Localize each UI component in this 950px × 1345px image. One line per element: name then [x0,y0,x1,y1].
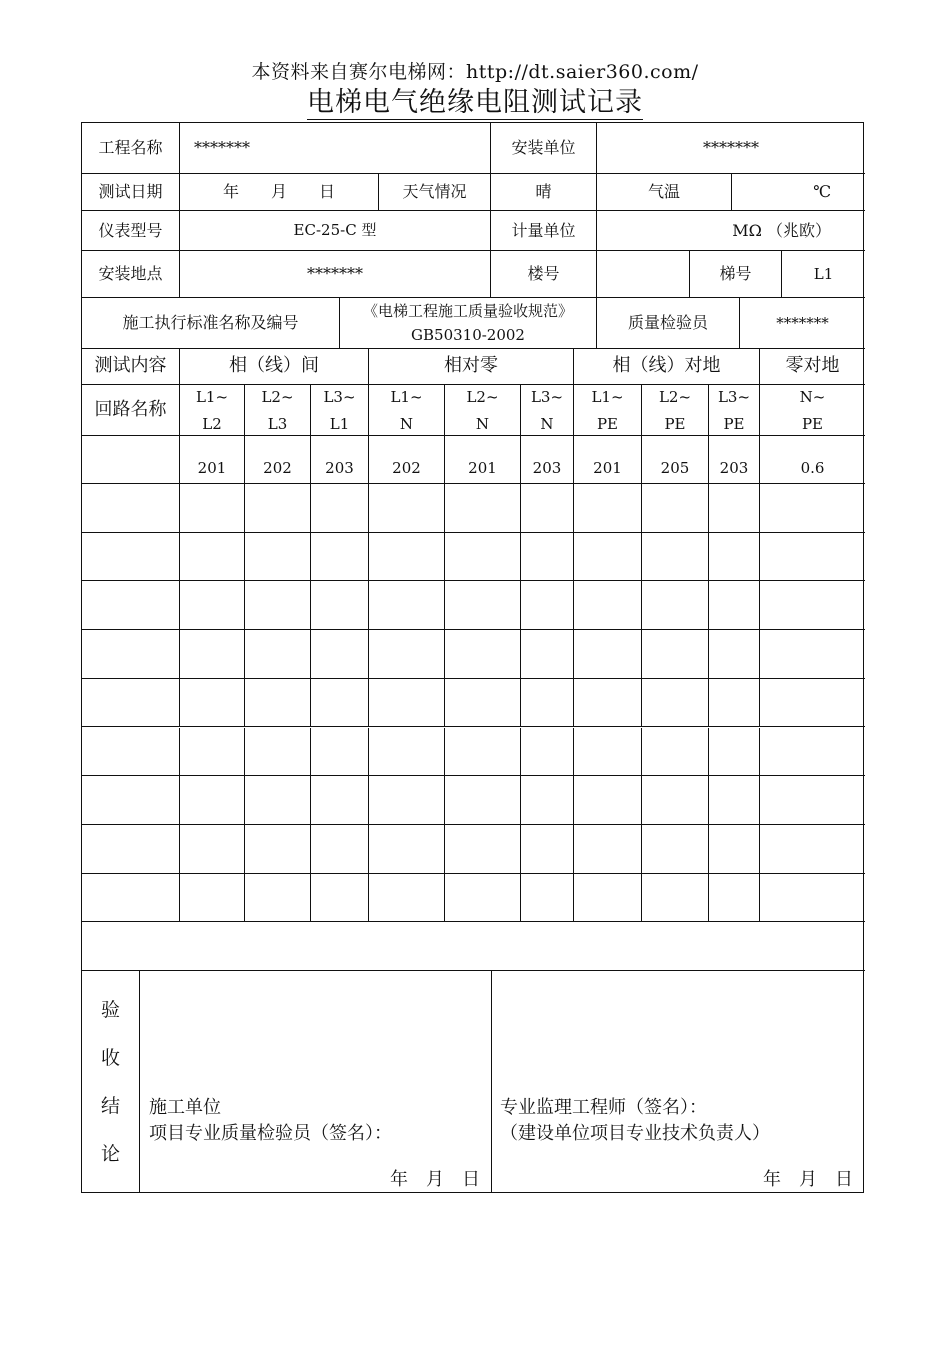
blank-value-cell[interactable] [180,581,245,630]
blank-value-cell[interactable] [709,825,760,874]
blank-value-cell[interactable] [760,728,865,777]
circuit-to: PE [723,415,745,433]
blank-value-cell[interactable] [311,484,369,533]
blank-value-cell[interactable] [245,484,311,533]
circuit-from: L3~ [717,388,751,406]
blank-value-cell[interactable] [369,874,445,923]
standard-label: 施工执行标准名称及编号 [82,298,340,349]
resistance-value[interactable]: 205 [642,436,709,484]
inspector-value[interactable]: ******* [740,298,865,349]
resistance-value[interactable]: 201 [574,436,642,484]
group-phase-to-neutral: 相对零 [369,349,574,385]
circuit-to: N [540,415,554,433]
test-date-label: 测试日期 [82,174,180,211]
blank-value-cell[interactable] [521,825,574,874]
blank-value-cell[interactable] [709,679,760,728]
blank-value-cell[interactable] [521,679,574,728]
blank-value-cell[interactable] [642,581,709,630]
contractor-inspector-label: 项目专业质量检验员（签名）： [149,1123,392,1144]
blank-value-cell[interactable] [521,484,574,533]
blank-value-cell[interactable] [709,630,760,679]
resistance-value[interactable]: 0.6 [760,436,865,484]
circuit-header [369,385,445,436]
blank-value-cell[interactable] [574,679,642,728]
blank-value-cell[interactable] [574,728,642,777]
blank-value-cell[interactable] [642,533,709,582]
blank-value-cell[interactable] [521,728,574,777]
resistance-value[interactable]: 202 [245,436,311,484]
blank-value-cell[interactable] [180,630,245,679]
acceptance-char: 验 [100,998,120,1021]
blank-value-cell[interactable] [369,825,445,874]
blank-value-cell[interactable] [369,776,445,825]
test-content-label: 测试内容 [82,349,180,385]
blank-value-cell[interactable] [445,776,521,825]
blank-value-cell[interactable] [642,679,709,728]
blank-value-cell[interactable] [245,630,311,679]
blank-row-label [82,874,180,923]
blank-row-label [82,679,180,728]
circuit-from: L1~ [195,388,229,406]
blank-value-cell[interactable] [311,728,369,777]
blank-value-cell[interactable] [709,533,760,582]
circuit-from: L2~ [658,388,692,406]
blank-value-cell[interactable] [245,679,311,728]
blank-value-cell[interactable] [445,581,521,630]
resistance-value[interactable]: 203 [311,436,369,484]
blank-value-cell[interactable] [760,679,865,728]
project-name-label: 工程名称 [82,123,180,174]
blank-value-cell[interactable] [445,533,521,582]
blank-value-cell[interactable] [574,484,642,533]
blank-value-cell[interactable] [709,484,760,533]
group-phase-to-phase: 相（线）间 [180,349,369,385]
blank-value-cell[interactable] [760,630,865,679]
circuit-header [445,385,521,436]
blank-value-cell[interactable] [574,581,642,630]
blank-value-cell[interactable] [574,533,642,582]
value-row-label [82,436,180,484]
circuit-to: PE [596,415,619,433]
blank-value-cell[interactable] [760,874,865,923]
circuit-header [180,385,245,436]
blank-row-label [82,728,180,777]
blank-value-cell[interactable] [369,630,445,679]
blank-value-cell[interactable] [521,533,574,582]
blank-value-cell[interactable] [180,484,245,533]
temperature-label: 气温 [597,174,732,211]
blank-value-cell[interactable] [445,484,521,533]
blank-value-cell[interactable] [760,825,865,874]
blank-value-cell[interactable] [311,679,369,728]
blank-row-label [82,581,180,630]
supervisor-sign-area[interactable] [492,971,865,1192]
acceptance-char: 收 [100,1046,120,1069]
blank-row-label [82,825,180,874]
blank-value-cell[interactable] [760,776,865,825]
blank-value-cell[interactable] [642,776,709,825]
circuit-to: L2 [202,415,222,433]
blank-value-cell[interactable] [180,825,245,874]
standard-value[interactable] [340,298,597,349]
blank-value-cell[interactable] [245,874,311,923]
blank-value-cell[interactable] [245,533,311,582]
circuit-to: L3 [267,415,288,433]
blank-value-cell[interactable] [180,679,245,728]
contractor-unit-label: 施工单位 [149,1097,221,1118]
elevator-no-value[interactable]: L1 [782,251,865,298]
instrument-label: 仪表型号 [82,211,180,251]
contractor-sign-text [149,1095,392,1147]
blank-value-cell[interactable] [311,630,369,679]
building-no-value[interactable] [597,251,690,298]
group-phase-to-ground: 相（线）对地 [574,349,760,385]
blank-value-cell[interactable] [180,874,245,923]
building-no-label: 楼号 [491,251,597,298]
blank-value-cell[interactable] [311,874,369,923]
blank-value-cell[interactable] [369,728,445,777]
blank-value-cell[interactable] [180,533,245,582]
circuit-to: N [399,415,414,433]
record-form [81,122,864,1193]
weather-label: 天气情况 [379,174,491,211]
blank-value-cell[interactable] [311,533,369,582]
contractor-sign-date: 年 月 日 [390,1169,480,1190]
blank-value-cell[interactable] [760,484,865,533]
blank-value-cell[interactable] [642,484,709,533]
measure-unit-label: 计量单位 [491,211,597,251]
circuit-from: L1~ [390,388,423,406]
temperature-value[interactable]: ℃ [732,174,865,211]
blank-value-cell[interactable] [369,679,445,728]
weather-value[interactable]: 晴 [491,174,597,211]
blank-value-cell[interactable] [180,728,245,777]
circuit-from: L2~ [466,388,499,406]
circuit-to: PE [801,415,824,433]
group-neutral-to-ground: 零对地 [760,349,865,385]
blank-value-cell[interactable] [642,874,709,923]
circuit-header [574,385,642,436]
blank-value-cell[interactable] [445,874,521,923]
circuit-header [642,385,709,436]
blank-value-cell[interactable] [521,581,574,630]
circuit-header [760,385,865,436]
blank-value-cell[interactable] [311,776,369,825]
blank-value-cell[interactable] [574,776,642,825]
blank-value-cell[interactable] [709,581,760,630]
blank-value-cell[interactable] [760,581,865,630]
title-text: 电梯电气绝缘电阻测试记录 [307,87,643,118]
blank-value-cell[interactable] [574,630,642,679]
inspector-label: 质量检验员 [597,298,740,349]
supervisor-sign-text [500,1095,770,1147]
resistance-value[interactable]: 203 [521,436,574,484]
instrument-value[interactable]: EC-25-C 型 [180,211,491,251]
blank-value-cell[interactable] [245,776,311,825]
blank-value-cell[interactable] [369,484,445,533]
blank-value-cell[interactable] [445,825,521,874]
supervisor-label: 专业监理工程师（签名）： [500,1097,707,1118]
blank-value-cell[interactable] [521,776,574,825]
source-line: 本资料来自赛尔电梯网：http://dt.saier360.com/ [251,61,699,83]
circuit-header [709,385,760,436]
elevator-no-label: 梯号 [690,251,782,298]
acceptance-char: 论 [100,1142,120,1165]
blank-value-cell[interactable] [709,776,760,825]
blank-value-cell[interactable] [369,533,445,582]
acceptance-char: 结 [100,1094,120,1117]
blank-row-label [82,776,180,825]
blank-value-cell[interactable] [521,630,574,679]
install-unit-label: 安装单位 [491,123,597,174]
resistance-value[interactable]: 201 [445,436,521,484]
circuit-label: 回路名称 [82,385,180,436]
standard-name: 《电梯工程施工质量验收规范》 [362,302,573,320]
blank-value-cell[interactable] [642,825,709,874]
install-location-label: 安装地点 [82,251,180,298]
blank-row-label [82,630,180,679]
blank-value-cell[interactable] [245,728,311,777]
circuit-header [521,385,574,436]
page-title [0,80,950,119]
blank-value-cell[interactable] [245,825,311,874]
circuit-to: L1 [329,415,350,433]
blank-value-cell[interactable] [369,581,445,630]
project-name-value[interactable]: ******* [180,123,491,174]
blank-value-cell[interactable] [245,581,311,630]
blank-value-cell[interactable] [180,776,245,825]
blank-value-cell[interactable] [709,728,760,777]
install-unit-value[interactable]: ******* [597,123,865,174]
resistance-value[interactable]: 203 [709,436,760,484]
blank-value-cell[interactable] [642,630,709,679]
owner-tech-lead-label: （建设单位项目专业技术负责人） [500,1123,770,1144]
circuit-from: L3~ [530,388,564,406]
contractor-sign-area[interactable] [140,971,492,1192]
circuit-from: L2~ [261,388,294,406]
blank-value-cell[interactable] [521,874,574,923]
test-date-value[interactable]: 年 月 日 [180,174,379,211]
remarks-row[interactable] [82,923,865,971]
measure-unit-value[interactable]: MΩ （兆欧） [597,211,865,251]
blank-value-cell[interactable] [311,581,369,630]
blank-value-cell[interactable] [445,630,521,679]
supervisor-sign-date: 年 月 日 [763,1169,853,1190]
circuit-to: N [475,415,490,433]
circuit-from: L1~ [591,388,624,406]
blank-value-cell[interactable] [574,874,642,923]
resistance-value[interactable]: 202 [369,436,445,484]
circuit-from: N~ [799,388,826,406]
standard-code: GB50310-2002 [411,326,525,344]
blank-value-cell[interactable] [445,679,521,728]
circuit-from: L3~ [323,388,356,406]
blank-row-label [82,533,180,582]
install-location-value[interactable]: ******* [180,251,491,298]
circuit-to: PE [664,415,686,433]
blank-value-cell[interactable] [574,825,642,874]
blank-value-cell[interactable] [642,728,709,777]
circuit-header [245,385,311,436]
resistance-value[interactable]: 201 [180,436,245,484]
acceptance-label [82,971,140,1192]
circuit-header [311,385,369,436]
blank-value-cell[interactable] [709,874,760,923]
blank-row-label [82,484,180,533]
blank-value-cell[interactable] [445,728,521,777]
blank-value-cell[interactable] [311,825,369,874]
blank-value-cell[interactable] [760,533,865,582]
